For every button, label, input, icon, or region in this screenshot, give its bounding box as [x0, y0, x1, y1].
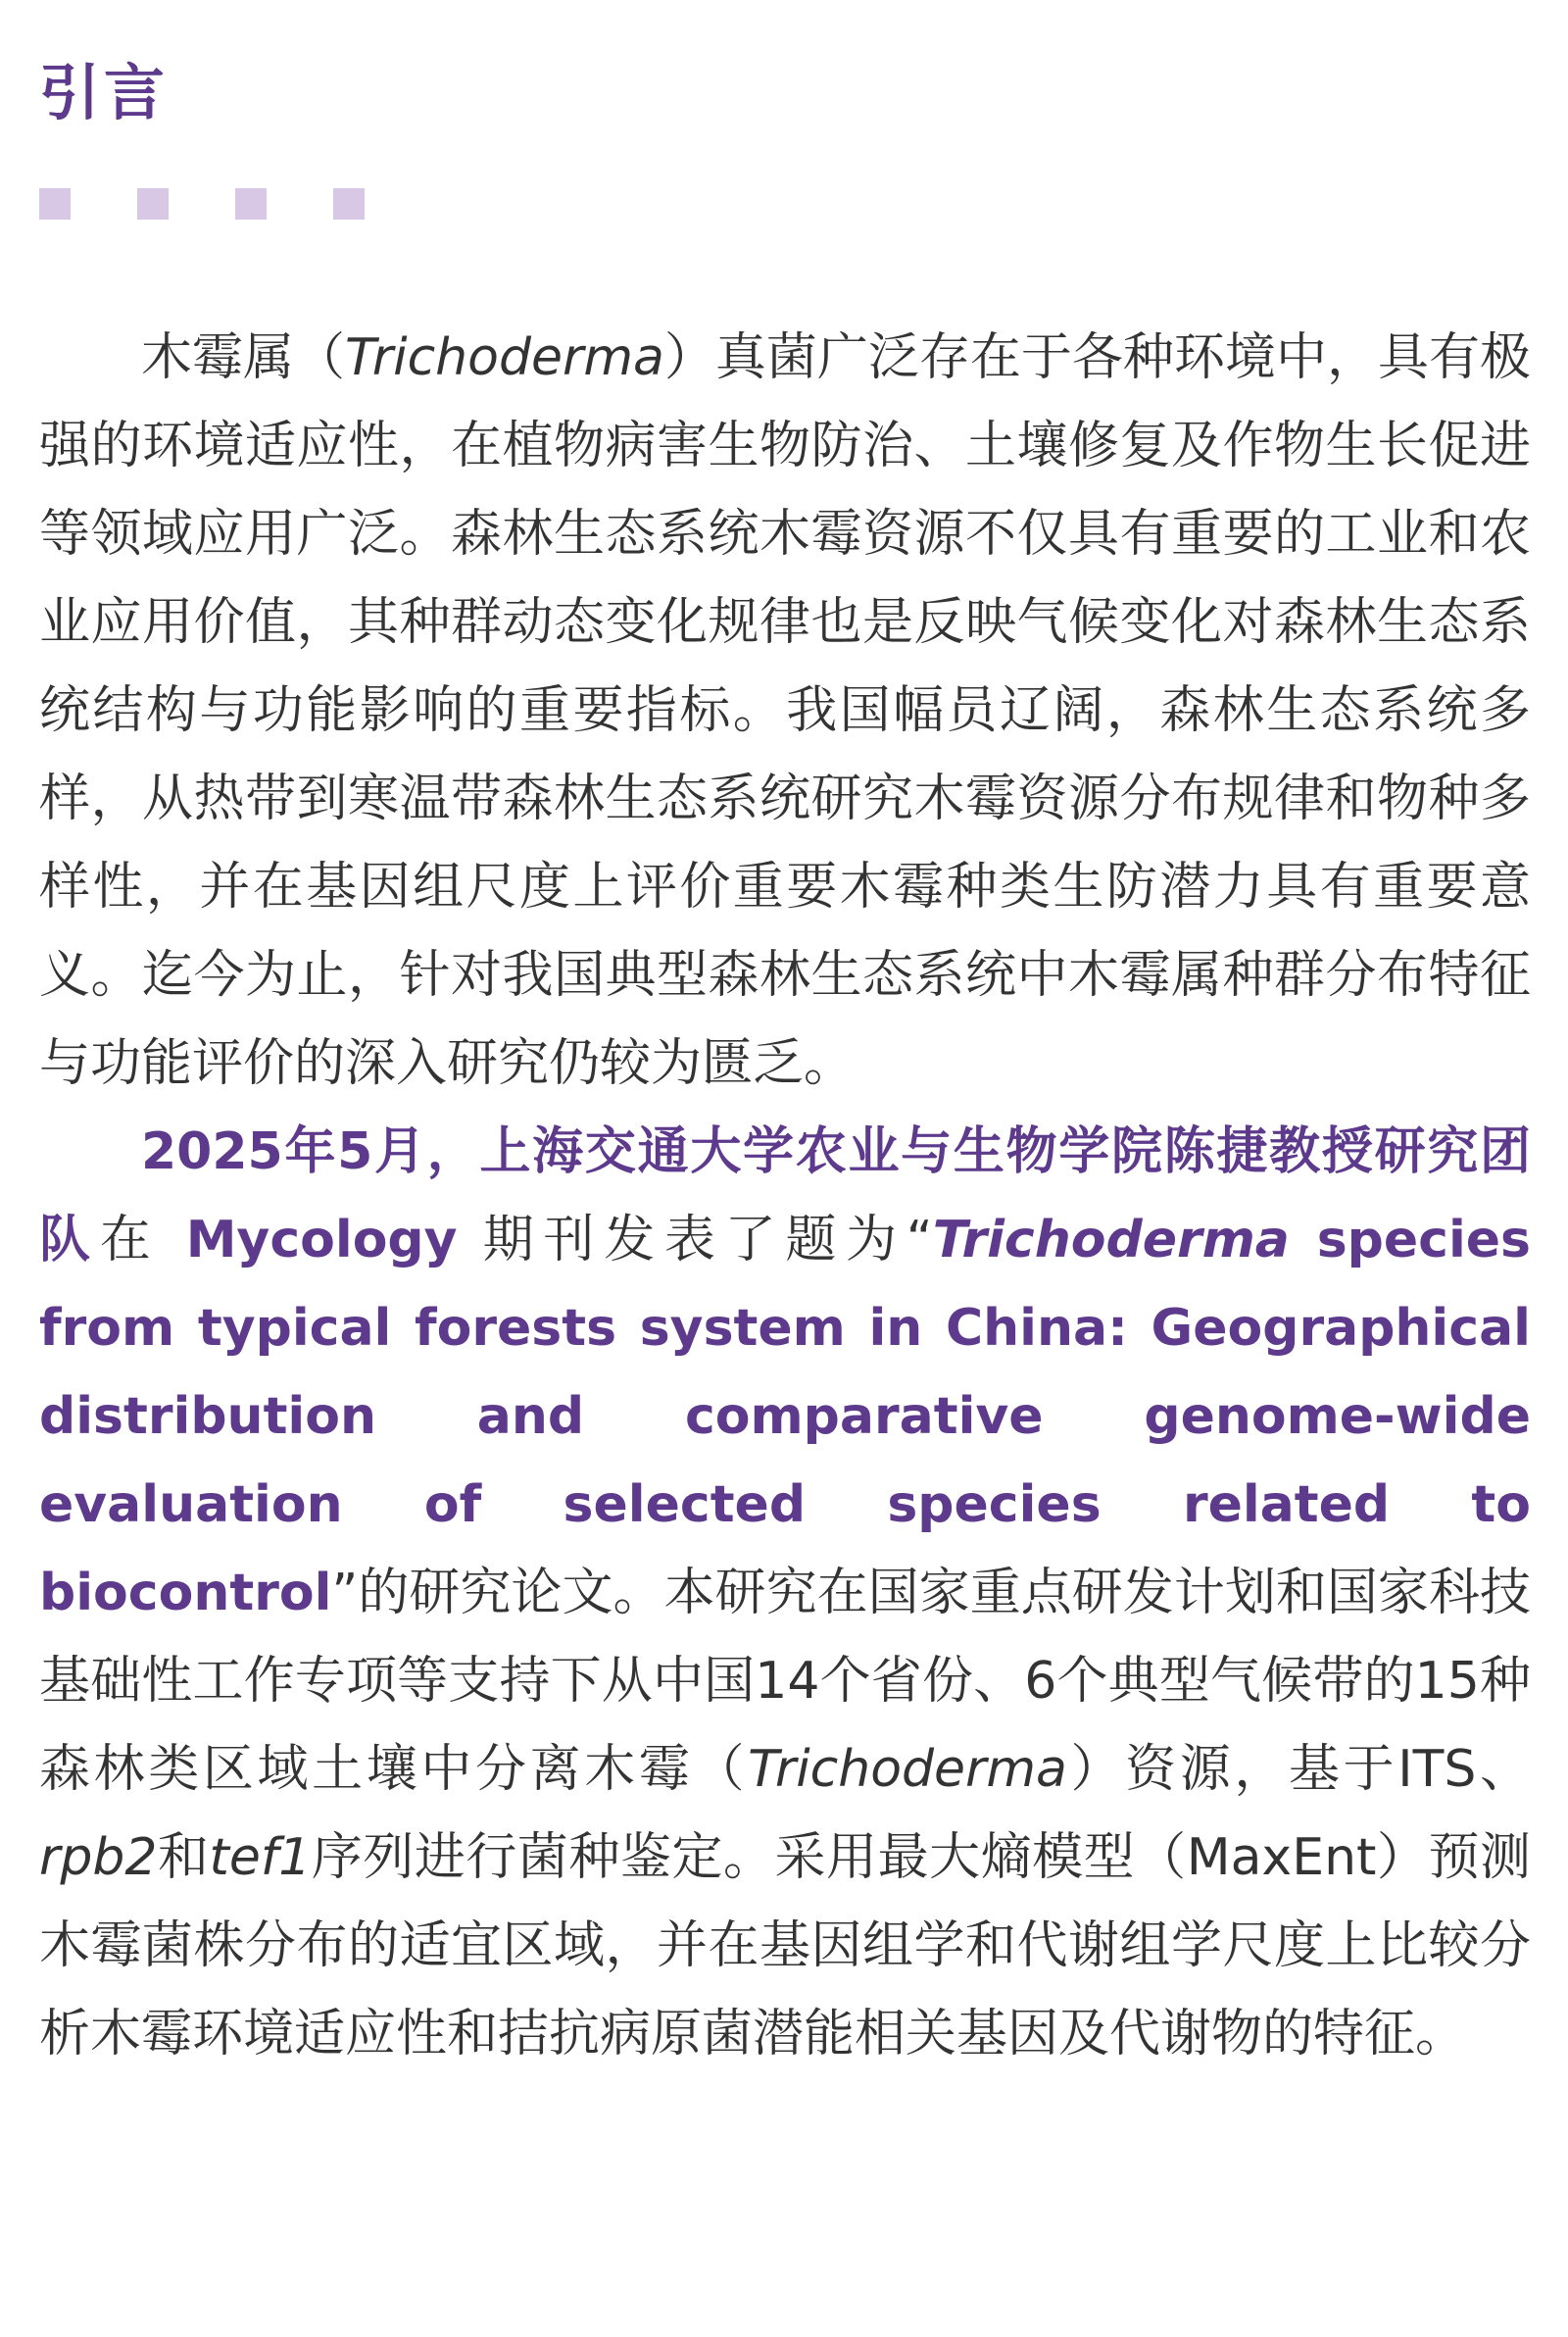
intro-paragraph: [39, 314, 1531, 1108]
decor-square: [137, 188, 169, 220]
journal-name: Mycology: [185, 1211, 458, 1269]
paper-title: species from typical forests system in China: Geographical distribution and comparative genome-wide evaluation of selected species related to biocontrol: [39, 1211, 1532, 1622]
decor-square: [235, 188, 267, 220]
text-segment: 木霉属（: [141, 328, 346, 387]
text-segment: ）资源，基于ITS、: [1066, 1740, 1531, 1799]
genus-name: Trichoderma: [345, 328, 664, 387]
text-segment: 期刊发表了题为“: [482, 1211, 933, 1269]
decorative-squares: [39, 188, 1531, 220]
text-segment: 和: [157, 1828, 210, 1887]
genus-name: Trichoderma: [748, 1740, 1067, 1799]
research-team: 2025年5月，上海交通大学农业与生物学院陈捷教授研究团队: [39, 1122, 1531, 1269]
paper-title-genus: Trichoderma: [932, 1211, 1290, 1269]
article-section: [39, 0, 1531, 2078]
decor-square: [333, 188, 365, 220]
research-paragraph: [39, 1108, 1531, 2078]
text-segment: 序列进行菌种鉴定。采用最大熵模型（MaxEnt）预测木霉菌株分布的适宜区域，并在基因组学和代谢组学尺度上比较分析木霉环境适应性和拮抗病原菌潜能相关基因及代谢物的特征。: [39, 1828, 1531, 2064]
section-title: 引言: [39, 57, 170, 128]
gene-name: tef1: [209, 1828, 312, 1887]
decor-square: [39, 188, 71, 220]
text-segment: 在: [99, 1211, 161, 1269]
gene-name: rpb2: [39, 1828, 158, 1887]
text-segment: ”的研究论文。本研究在国家重点研发计划和国家科技基础性工作专项等支持下从中国14个省份、6个典型气候带的15种森林类区域土壤中分离木霉（: [39, 1564, 1531, 1799]
text-segment: ）真菌广泛存在于各种环境中，具有极强的环境适应性，在植物病害生物防治、土壤修复及作物生长促进等领域应用广泛。森林生态系统木霉资源不仅具有重要的工业和农业应用价值，其种群动态变化规律也是反映气候变化对森林生态系统结构与功能影响的重要指标。我国幅员辽阔，森林生态系统多样，从热带到寒温带森林生态系统研究木霉资源分布规律和物种多样性，并在基因组尺度上评价重要木霉种类生防潜力具有重要意义。迄今为止，针对我国典型森林生态系统中木霉属种群分布特征与功能评价的深入研究仍较为匮乏。: [39, 328, 1531, 1093]
